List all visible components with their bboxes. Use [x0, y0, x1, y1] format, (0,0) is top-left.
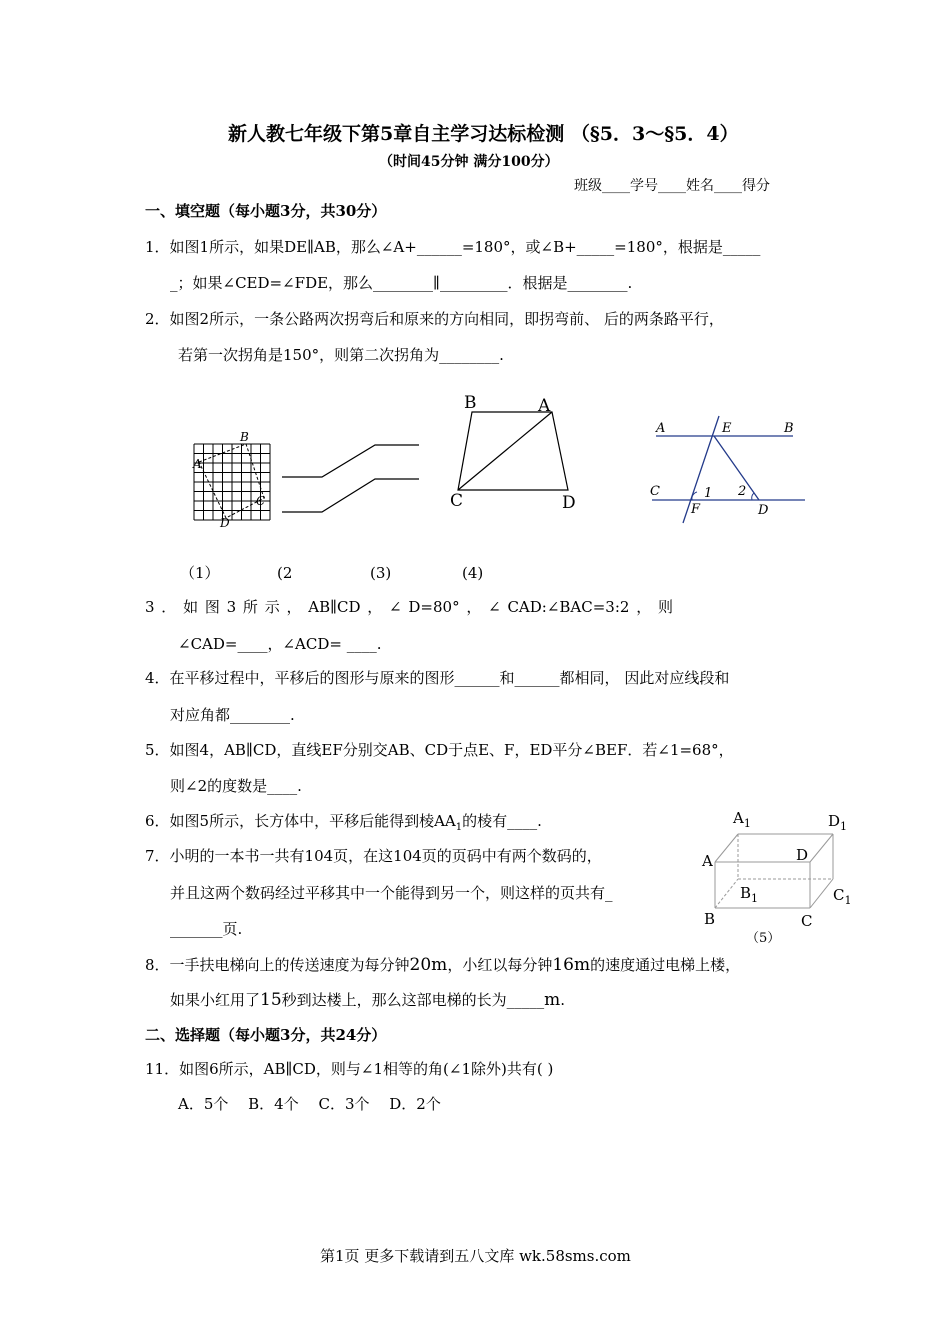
fig5-label-a: A — [702, 852, 713, 870]
question-8-text-a: 8．一手扶电梯向上的传送速度为每分钟 — [145, 956, 410, 974]
question-8-line1 — [145, 953, 740, 977]
question-6-subscript: 1 — [455, 822, 463, 833]
question-8-text-b: ，小红以每分钟 — [447, 956, 553, 974]
svg-text:D1 — [828, 812, 847, 833]
question-8-text-d: 如果小红用了 — [170, 991, 261, 1009]
fig3-label-d: D — [562, 493, 576, 513]
fig1-label-b: B — [240, 430, 249, 444]
question-1-line1: 1．如图1所示，如果DE∥AB，那么∠A+______=180°，或∠B+_____=180°，根据是_____ — [145, 238, 761, 256]
question-1-line2: _；如果∠CED=∠FDE，那么________∥_________．根据是________. — [170, 274, 633, 292]
fig3-label-a: A — [538, 396, 551, 416]
fig4-label-b: B — [784, 421, 794, 436]
caption-fig4: (4) — [462, 564, 484, 582]
fig5-caption: （5） — [746, 931, 781, 946]
figure-2-road — [282, 440, 422, 520]
figure-4-parallel-lines — [648, 410, 818, 530]
fig5-label-c1: C — [833, 886, 845, 904]
fig5-label-b1-sub: 1 — [751, 892, 759, 905]
fig4-label-2: 2 — [738, 484, 747, 499]
question-5-line1: 5．如图4，AB∥CD，直线EF分别交AB、CD于点E、F，ED平分∠BEF．若∠1=68°， — [145, 741, 734, 759]
figure-5-cuboid — [700, 808, 860, 948]
caption-fig2: (2 — [277, 564, 293, 582]
page-footer: 第1页 更多下载请到五八文库 wk.58sms.com — [320, 1247, 631, 1265]
question-4-line2: 对应角都________. — [170, 706, 295, 724]
question-8-speed-walk: 16m — [552, 955, 591, 975]
page-title: 新人教七年级下第5章自主学习达标检测 （§5．3～§5．4） — [228, 123, 739, 145]
question-8-line2 — [170, 988, 565, 1012]
question-11: 11．如图6所示，AB∥CD，则与∠1相等的角(∠1除外)共有( ) — [145, 1060, 554, 1078]
fig5-label-d1-sub: 1 — [840, 820, 848, 833]
caption-fig1: （1） — [180, 564, 220, 582]
question-6-text: 6．如图5所示，长方体中，平移后能得到棱AA — [145, 812, 456, 830]
fig1-label-d: D — [220, 516, 230, 530]
question-2-line2: 若第一次拐角是150°，则第二次拐角为________. — [178, 346, 504, 364]
figure-3-trapezoid — [446, 390, 586, 520]
question-8-speed-escalator: 20m — [409, 955, 448, 975]
fig5-label-d: D — [796, 846, 809, 864]
question-8-unit: m — [544, 990, 561, 1010]
student-info: 班级____学号____姓名____得分 — [574, 178, 770, 194]
question-4-line1: 4．在平移过程中，平移后的图形与原来的图形______和______都相同， 因此对应线段和 — [145, 669, 730, 687]
exam-subtitle: （时间45分钟 满分100分） — [379, 154, 559, 170]
fig3-label-c: C — [450, 491, 464, 511]
svg-text:C1 — [833, 886, 851, 907]
fig4-label-f: F — [691, 502, 701, 517]
fig5-label-c: C — [801, 912, 813, 930]
caption-fig3: (3) — [370, 564, 392, 582]
fig5-label-a1-sub: 1 — [743, 817, 751, 830]
fig5-label-d1: D — [828, 812, 841, 830]
fig1-label-a: A — [193, 457, 202, 471]
fig4-label-e: E — [722, 421, 732, 436]
question-2-line1: 2．如图2所示，一条公路两次拐弯后和原来的方向相同，即拐弯前、 后的两条路平行， — [145, 310, 724, 328]
question-7-line2: 并且这两个数码经过平移其中一个能得到另一个，则这样的页共有_ — [170, 884, 613, 902]
svg-text:B1 — [740, 884, 758, 905]
question-7-line3: _______页. — [170, 920, 243, 938]
svg-text:A1 — [732, 809, 751, 830]
fig4-label-c: C — [650, 484, 660, 499]
section2-heading: 二、选择题（每小题3分，共24分） — [145, 1026, 387, 1044]
fig4-label-a: A — [656, 421, 666, 436]
fig5-label-b: B — [704, 910, 716, 928]
fig5-label-c1-sub: 1 — [844, 894, 852, 907]
fig5-label-b1: B — [740, 884, 752, 902]
fig1-label-c: C — [256, 494, 266, 508]
question-8-text-f: . — [560, 991, 566, 1009]
question-11-options: A．5个 B．4个 C．3个 D．2个 — [178, 1095, 441, 1113]
question-3-line1: 3 ． 如 图 3 所 示 ， AB∥CD ， ∠ D=80° ， ∠ CAD:∠BAC=3:2 ， 则 — [145, 598, 673, 616]
question-8-text-e: 秒到达楼上，那么这部电梯的长为_____ — [281, 991, 545, 1009]
fig5-label-a1: A — [733, 809, 744, 827]
fig3-label-b: B — [464, 393, 477, 413]
question-5-line2: 则∠2的度数是____. — [170, 777, 302, 795]
fig4-label-d: D — [758, 503, 769, 518]
question-8-seconds: 15 — [260, 990, 282, 1010]
question-6-blank: 的棱有____. — [462, 812, 542, 830]
figure-1-grid — [190, 430, 280, 530]
question-8-text-c: 的速度通过电梯上楼， — [590, 956, 741, 974]
question-7-line1: 7．小明的一本书一共有104页，在这104页的页码中有两个数码的， — [145, 847, 602, 865]
fig4-label-1: 1 — [704, 486, 713, 501]
question-6 — [145, 811, 542, 838]
section1-heading: 一、填空题（每小题3分，共30分） — [145, 202, 387, 220]
question-3-line2: ∠CAD=____，∠ACD= ____. — [178, 635, 382, 653]
